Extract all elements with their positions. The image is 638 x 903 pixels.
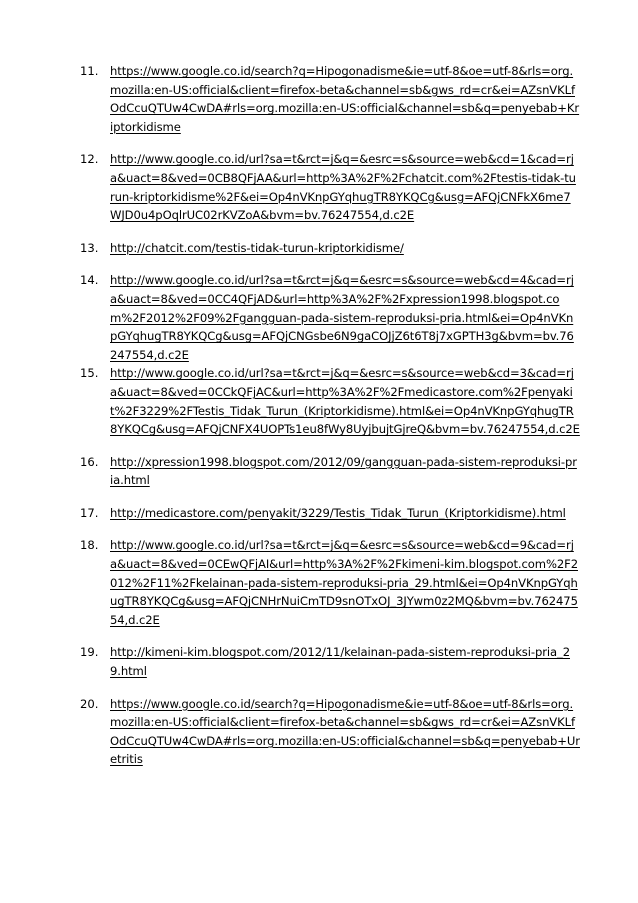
reference-item-20	[80, 695, 580, 769]
reference-number: 15.	[80, 366, 99, 381]
reference-link[interactable]: http://chatcit.com/testis-tidak-turun-kriptorkidisme/	[110, 240, 404, 255]
reference-item-19	[80, 643, 580, 680]
reference-item-15	[80, 364, 580, 438]
reference-number: 14.	[80, 273, 99, 288]
reference-link[interactable]: http://www.google.co.id/url?sa=t&rct=j&q=&esrc=s&source=web&cd=9&cad=rja&uact=8&ved=0CEwQFjAI&url=http%3A%2F%2Fkimeni-kim.blogspot.com%2F2012%2F11%2Fkelainan-pada-sistem-reproduksi-pria_29.html&ei=Op4nVKnpGYqhugTR8YKQCg&usg=AFQjCNHrNuiCmTD9snOTxOJ_3JYwm0z2MQ&bvm=bv.76247554,d.c2E	[110, 538, 578, 627]
reference-list	[80, 62, 580, 783]
reference-item-11	[80, 62, 580, 136]
reference-number: 12.	[80, 152, 99, 167]
reference-link[interactable]: http://medicastore.com/penyakit/3229/Testis_Tidak_Turun_(Kriptorkidisme).html	[110, 505, 566, 520]
reference-item-17	[80, 504, 580, 523]
reference-link[interactable]: http://xpression1998.blogspot.com/2012/09/gangguan-pada-sistem-reproduksi-pria.html	[110, 454, 577, 488]
reference-link[interactable]: http://www.google.co.id/url?sa=t&rct=j&q=&esrc=s&source=web&cd=3&cad=rja&uact=8&ved=0CCkQFjAC&url=http%3A%2F%2Fmedicastore.com%2Fpenyakit%2F3229%2FTestis_Tidak_Turun_(Kriptorkidisme).html&ei=Op4nVKnpGYqhugTR8YKQCg&usg=AFQjCNFX4UOPTs1eu8fWy8UyjbujtGjreQ&bvm=bv.76247554,d.c2E	[110, 366, 580, 437]
reference-number: 13.	[80, 240, 99, 255]
reference-number: 18.	[80, 538, 99, 553]
reference-item-14	[80, 271, 580, 364]
reference-link[interactable]: http://www.google.co.id/url?sa=t&rct=j&q=&esrc=s&source=web&cd=1&cad=rja&uact=8&ved=0CB8QFjAA&url=http%3A%2F%2Fchatcit.com%2Ftestis-tidak-turun-kriptorkidisme%2F&ei=Op4nVKnpGYqhugTR8YKQCg&usg=AFQjCNFkX6me7WJD0u4pOqlrUC02rKVZoA&bvm=bv.76247554,d.c2E	[110, 152, 576, 223]
reference-number: 20.	[80, 696, 99, 711]
reference-item-13	[80, 239, 580, 258]
reference-item-12	[80, 150, 580, 224]
reference-number: 16.	[80, 454, 99, 469]
reference-item-16	[80, 453, 580, 490]
reference-link[interactable]: http://www.google.co.id/url?sa=t&rct=j&q=&esrc=s&source=web&cd=4&cad=rja&uact=8&ved=0CC4QFjAD&url=http%3A%2F%2Fxpression1998.blogspot.com%2F2012%2F09%2Fgangguan-pada-sistem-reproduksi-pria.html&ei=Op4nVKnpGYqhugTR8YKQCg&usg=AFQjCNGsbe6N9gaCOJjZ6t6T8j7xGPTH3g&bvm=bv.76247554,d.c2E	[110, 273, 574, 362]
reference-number: 11.	[80, 64, 99, 78]
reference-link[interactable]: https://www.google.co.id/search?q=Hipogonadisme&ie=utf-8&oe=utf-8&rls=org.mozilla:en-US:official&client=firefox-beta&channel=sb&gws_rd=cr&ei=AZsnVKLfOdCcuQTUw4CwDA#rls=org.mozilla:en-US:official&channel=sb&q=penyebab+Uretritis	[110, 696, 580, 767]
reference-link[interactable]: http://kimeni-kim.blogspot.com/2012/11/kelainan-pada-sistem-reproduksi-pria_29.html	[110, 645, 570, 679]
reference-number: 17.	[80, 505, 99, 520]
reference-item-18	[80, 536, 580, 629]
reference-link[interactable]: https://www.google.co.id/search?q=Hipogonadisme&ie=utf-8&oe=utf-8&rls=org.mozilla:en-US:official&client=firefox-beta&channel=sb&gws_rd=cr&ei=AZsnVKLfOdCcuQTUw4CwDA#rls=org.mozilla:en-US:official&channel=sb&q=penyebab+Kriptorkidisme	[110, 64, 580, 134]
reference-number: 19.	[80, 645, 99, 660]
